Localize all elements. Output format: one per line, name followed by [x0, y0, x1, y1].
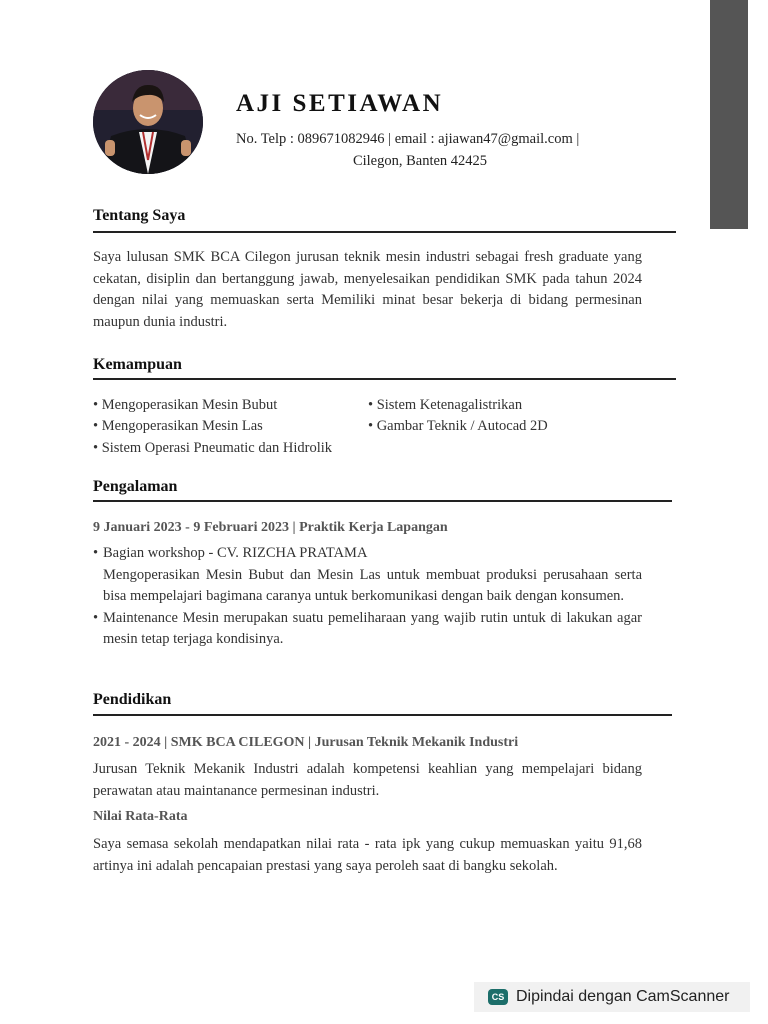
education-period: 2021 - 2024 | SMK BCA CILEGON | Jurusan Teknik Mekanik Industri [93, 735, 519, 750]
skill-item: • Sistem Operasi Pneumatic dan Hidrolik [93, 440, 333, 456]
skill-item: • Sistem Ketenagalistrikan [368, 397, 523, 413]
section-title-experience: Pengalaman [93, 478, 178, 495]
experience-bullet-1-detail: Mengoperasikan Mesin Bubut dan Mesin Las untuk membuat produksi perusahaan serta bisa mempelajari bagimana caranya untuk berkomunikasi dengan baik dengan konsumen. [103, 566, 642, 604]
grade-title: Nilai Rata-Rata [93, 809, 188, 824]
skill-item: • Mengoperasikan Mesin Las [93, 418, 263, 434]
experience-bullet-2: Maintenance Mesin merupakan suatu pemeliharaan yang wajib rutin untuk di lakukan agar mesin tetap terjaga kondisinya. [103, 609, 642, 647]
bullet-icon: • [93, 609, 99, 626]
profile-photo [93, 70, 203, 174]
experience-period: 9 Januari 2023 - 9 Februari 2023 | Praktik Kerja Lapangan [93, 520, 448, 535]
section-divider [93, 231, 676, 233]
about-text: Saya lulusan SMK BCA Cilegon jurusan teknik mesin industri sebagai fresh graduate yang cekatan, disiplin dan bertanggung jawab, menyelesaikan pendidikan SMK pada tahun 2024 dengan nilai yang memuaskan serta Memiliki minat besar bekerja di bidang permesinan maupun dunia industri. [93, 249, 642, 330]
address: Cilegon, Banten 42425 [352, 153, 488, 169]
bullet-icon: • [93, 545, 99, 561]
scrollbar-strip [710, 0, 748, 229]
contact-info: No. Telp : 089671082946 | email : ajiawan47@gmail.com | [236, 131, 580, 147]
section-title-skills: Kemampuan [93, 356, 182, 373]
section-divider [93, 714, 672, 716]
watermark-text: Dipindai dengan CamScanner [516, 988, 730, 1005]
camscanner-logo-icon: CS [488, 989, 508, 1005]
grade-text: Saya semasa sekolah mendapatkan nilai rata - rata ipk yang cukup memuaskan yaitu 91,68 artinya ini adalah pencapaian prestasi yang saya peroleh saat di bangku sekolah. [93, 836, 642, 874]
education-text: Jurusan Teknik Mekanik Industri adalah kompetensi keahlian yang mempelajari bidang perawatan atau maintanance permesinan industri. [93, 761, 642, 799]
profile-photo-icon [93, 70, 203, 174]
camscanner-watermark [474, 982, 750, 1012]
skill-item: • Gambar Teknik / Autocad 2D [368, 418, 548, 434]
section-title-education: Pendidikan [93, 691, 172, 708]
candidate-name: AJI SETIAWAN [236, 90, 444, 117]
section-divider [93, 378, 676, 380]
experience-list [93, 543, 642, 651]
list-item [93, 608, 642, 651]
experience-bullet-1: Bagian workshop - CV. RIZCHA PRATAMA [103, 545, 368, 561]
section-title-about: Tentang Saya [93, 207, 186, 224]
list-item [93, 543, 642, 565]
section-divider [93, 500, 672, 502]
skill-item: • Mengoperasikan Mesin Bubut [93, 397, 278, 413]
